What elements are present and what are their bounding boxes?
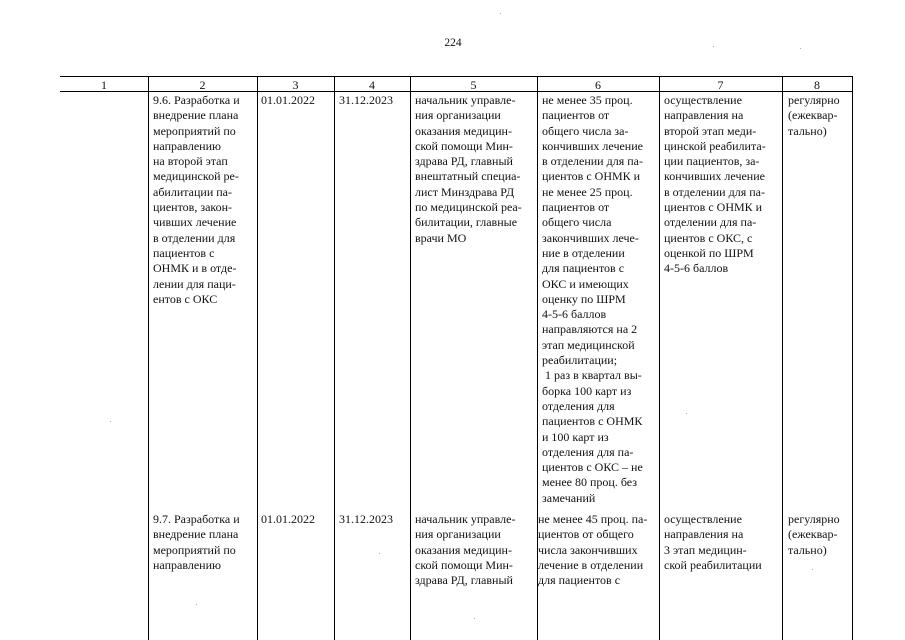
scan-speck [474, 618, 475, 619]
column-divider [659, 76, 660, 640]
header-col-8: 8 [814, 78, 820, 92]
page-number: 224 [444, 37, 462, 49]
scan-speck [500, 13, 501, 14]
column-divider [852, 76, 853, 640]
header-col-4: 4 [369, 78, 375, 92]
measure-description: 9.6. Разработка и внедрение плана мероприятий по направлению на второй этап медицинской ре- абилитации па- циентов, закон- чивших лечение в отделении для пациентов с ОНМК и в отде- лении для паци- ентов с ОКС [153, 93, 240, 306]
scan-speck [196, 604, 197, 605]
end-date: 31.12.2023 [339, 93, 393, 107]
header-col-6: 6 [595, 78, 601, 92]
scan-speck [379, 553, 380, 554]
target-indicator: не менее 45 проц. па- циентов от общего числа закончивших лечение в отделении для пациентов с [538, 512, 648, 588]
scan-speck [686, 413, 687, 414]
header-col-1: 1 [101, 78, 107, 92]
start-date: 01.01.2022 [261, 93, 315, 107]
scan-speck [800, 48, 801, 49]
header-col-7: 7 [717, 78, 724, 92]
responsible-executors: начальник управле- ния организации оказания медицин- ской помощи Мин- здрава РД, главный внештатный специа- лист Минздрава РД по медицинской реа- билитации, главные врачи МО [415, 93, 522, 245]
header-col-3: 3 [292, 78, 299, 92]
end-date: 31.12.2023 [339, 512, 393, 526]
frequency: регулярно (ежеквар- тально) [788, 512, 840, 557]
start-date: 01.01.2022 [261, 512, 315, 526]
scan-speck [713, 46, 714, 47]
frequency: регулярно (ежеквар- тально) [788, 93, 840, 138]
responsible-executors: начальник управле- ния организации оказания медицин- ской помощи Мин- здрава РД, главный [415, 512, 516, 588]
column-divider [148, 76, 149, 640]
target-indicator: не менее 35 проц. пациентов от общего числа за- кончивших лечение в отделении для па- циентов с ОНМК и не менее 25 проц. пациентов от общего числа закончивших лече- ние в отделении для пациентов с ОКС и имеющих оценку по ШРМ 4-5-6 баллов направляются на 2 этап медицинской реабилитации; 1 раз в квартал вы- борка 100 карт из отделения для пациентов с ОНМК и 100 карт из отделения для па- циентов с ОКС – не менее 80 проц. без замечаний [542, 93, 643, 505]
header-col-5: 5 [470, 78, 477, 92]
column-divider [334, 76, 335, 640]
expected-result: осуществление направления на второй этап меди- цинской реабилита- ции пациентов, за- кончивших лечение в отделении для па- циентов с ОНМК и отделении для па- циентов с ОКС, с оценкой по ШРМ 4-5-6 баллов [664, 93, 766, 276]
measure-description: 9.7. Разработка и внедрение плана мероприятий по направлению [153, 512, 240, 572]
column-divider [782, 76, 783, 640]
header-col-2: 2 [199, 78, 206, 92]
column-divider [257, 76, 258, 640]
table-top-rule [60, 76, 853, 77]
column-divider [410, 76, 411, 640]
scan-speck [812, 569, 813, 570]
scan-speck [110, 421, 111, 422]
expected-result: осуществление направления на 3 этап медицин- ской реабилитации [664, 512, 762, 572]
